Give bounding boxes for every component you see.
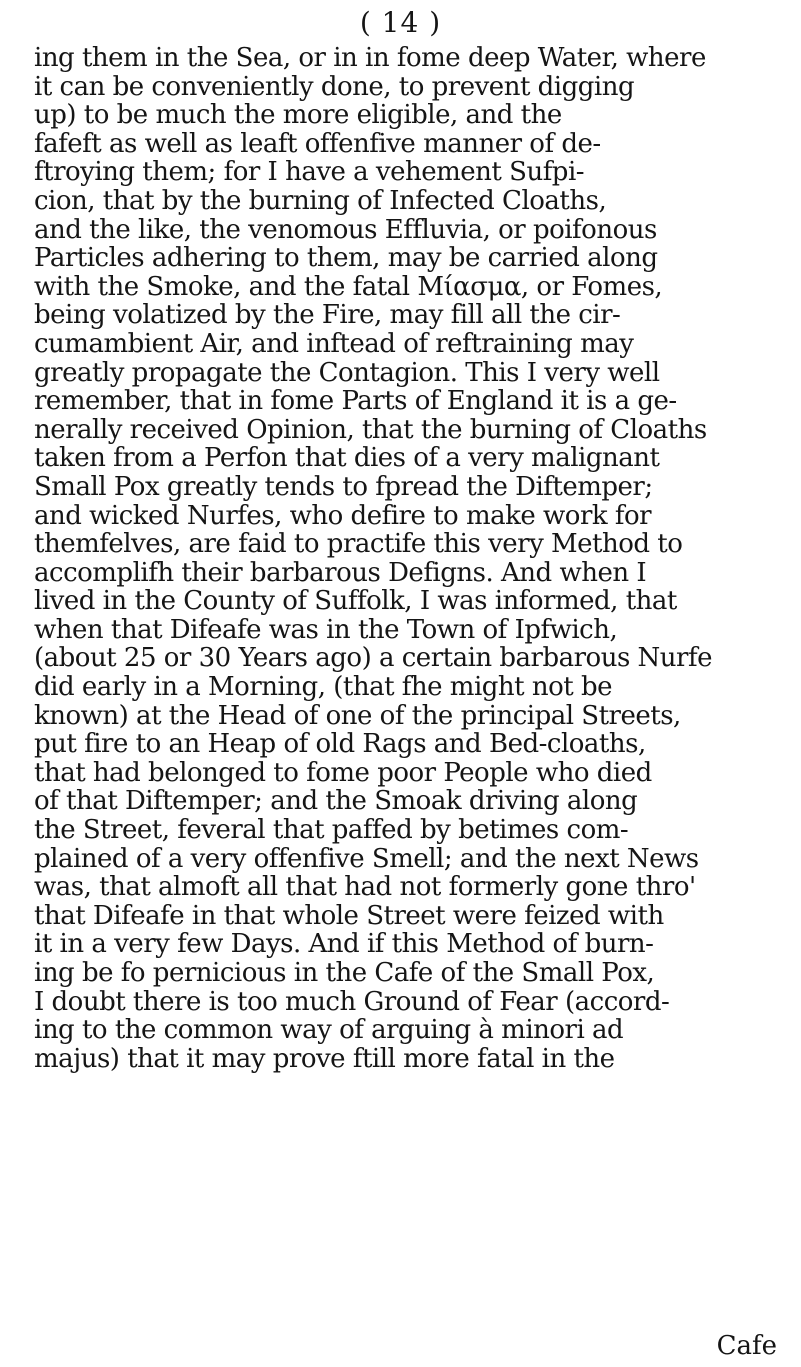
text-line: fafeft as well as leaft offenfive manner of de- [34,128,601,159]
page-number: ( 14 ) [359,6,442,39]
text-line: ing be fo pernicious in the Cafe of the Small Pox, [34,958,655,988]
text-line: taken from a Perfon that dies of a very malignant [34,443,660,474]
text-line: nerally received Opinion, that the burning of Cloaths [34,414,707,445]
text-line: that had belonged to fome poor People who died [34,757,652,788]
body-text [34,44,801,1073]
text-line: being volatized by the Fire, may fill all the cir- [34,300,621,331]
text-line: lived in the County of Suffolk, I was informed, that [34,586,677,617]
text-line: cion, that by the burning of Infected Cloaths, [34,185,607,216]
text-line: known) at the Head of one of the principal Streets, [34,700,681,731]
text-line: did early in a Morning, (that fhe might not be [34,672,613,703]
text-line: ftroying them; for I have a vehement Sufpi- [34,157,585,188]
text-line: ing to the common way of arguing à minori ad [34,1015,624,1046]
text-line: was, that almoft all that had not formerly gone thro' [34,872,696,903]
text-line: plained of a very offenfive Smell; and the next News [34,843,699,874]
text-line: and the like, the venomous Effluvia, or poifonous [34,214,657,245]
text-line: it in a very few Days. And if this Method of burn- [34,929,654,960]
catchword: Cafe [716,1331,777,1361]
text-line: themfelves, are faid to practife this very Method to [34,529,683,560]
text-line: up) to be much the more eligible, and the [34,100,562,131]
text-line: and wicked Nurfes, who defire to make work for [34,500,652,531]
text-line: majus) that it may prove ftill more fatal in the [34,1043,615,1074]
text-line: of that Diftemper; and the Smoak driving along [34,786,638,817]
text-line: with the Smoke, and the fatal Μίασμα, or Fomes, [34,271,663,302]
text-line: greatly propagate the Contagion. This I very well [34,357,660,388]
text-line: it can be conveniently done, to prevent digging [34,71,635,102]
text-line: I doubt there is too much Ground of Fear (accord- [34,986,670,1017]
text-line: accomplifh their barbarous Defigns. And when I [34,557,647,588]
text-line: Small Pox greatly tends to fpread the Diftemper; [34,471,653,502]
text-line: ing them in the Sea, or in in fome deep Water, where [34,43,706,73]
text-line: Particles adhering to them, may be carried along [34,243,658,274]
text-line: that Difeafe in that whole Street were feized with [34,900,664,931]
text-line: remember, that in fome Parts of England it is a ge- [34,386,677,417]
text-line: (about 25 or 30 Years ago) a certain barbarous Nurfe [34,643,712,674]
text-line: the Street, feveral that paffed by betimes com- [34,815,629,846]
text-line: when that Difeafe was in the Town of Ipfwich, [34,614,618,645]
text-line: cumambient Air, and inftead of reftraining may [34,328,634,359]
text-line: put fire to an Heap of old Rags and Bed-cloaths, [34,729,646,760]
